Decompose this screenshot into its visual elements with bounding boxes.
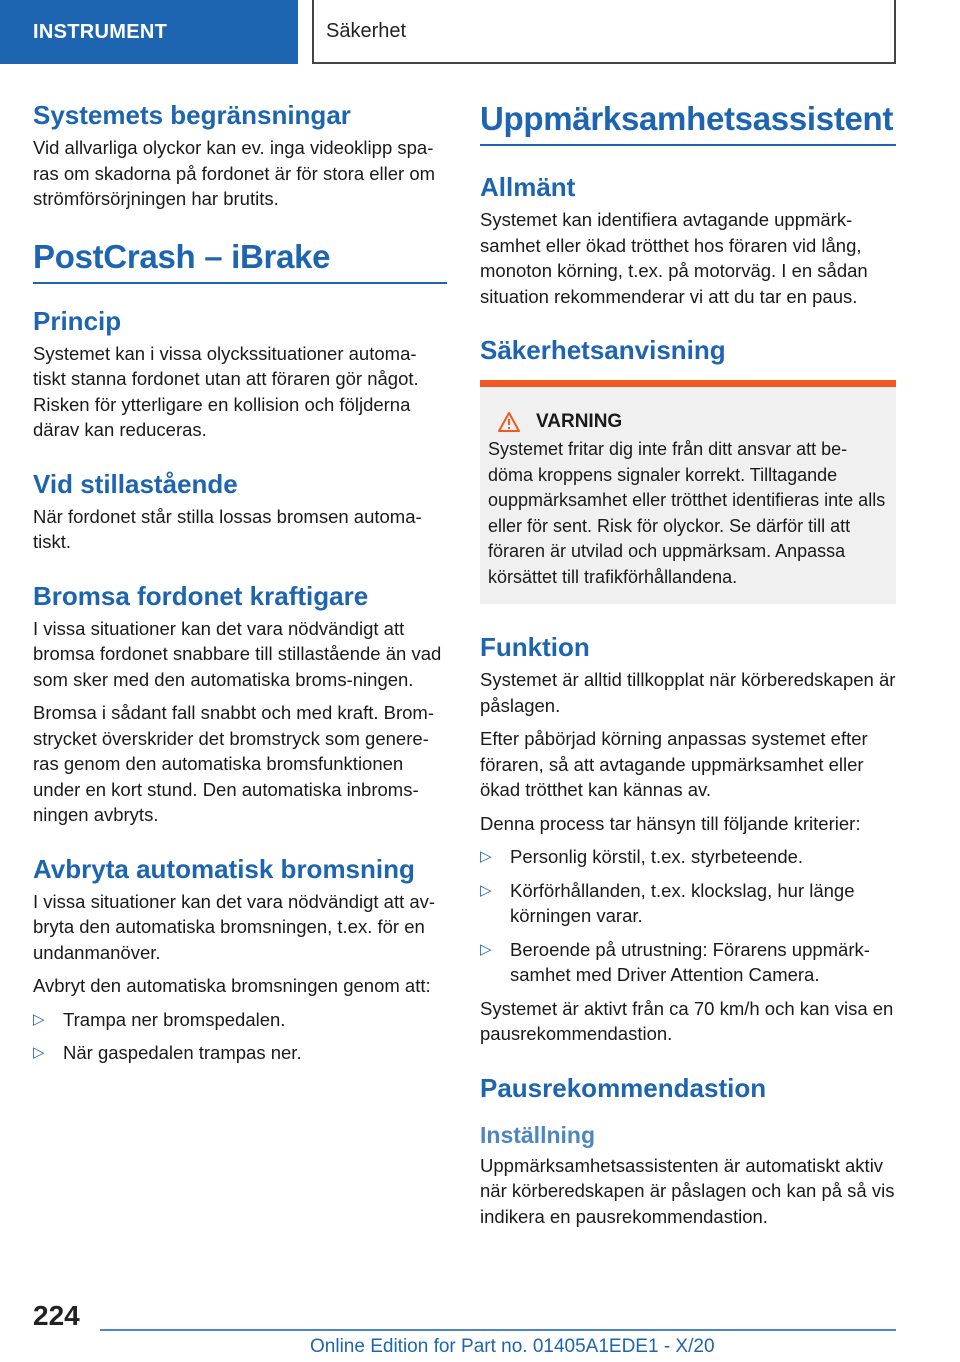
triangle-bullet-icon: ▷: [33, 1044, 45, 1061]
function-text-4: Systemet är aktivt från ca 70 km/h och kan visa en pausrekommendastion.: [480, 997, 894, 1044]
function-text-3: Denna process tar hänsyn till följande kriterier:: [480, 812, 861, 834]
standstill-text: När fordonet står stilla lossas bromsen automa-tiskt.: [33, 505, 422, 552]
section-title: Säkerhet: [312, 0, 896, 64]
setting-heading: Inställning: [480, 1121, 595, 1148]
brake-text-2: Bromsa i sådant fall snabbt och med kraft. Brom-strycket överskrider det bromstryck som genere-ras genom den automatiska bromsfunktionen under en kort stund. Den automatiska inbroms-ningen avbryts.: [33, 702, 435, 825]
safety-heading: Säkerhetsanvisning: [480, 335, 726, 365]
triangle-bullet-icon: ▷: [33, 1010, 45, 1028]
postcrash-title: PostCrash – iBrake: [33, 238, 447, 284]
warning-box: [480, 380, 896, 604]
footer-divider: [100, 1329, 896, 1331]
warning-triangle-icon: [498, 412, 520, 432]
abort-heading: Avbryta automatisk bromsning: [33, 853, 415, 884]
list-item: ▷ Trampa ner bromspedalen.: [33, 1007, 447, 1033]
general-heading: Allmänt: [480, 172, 576, 202]
triangle-bullet-icon: ▷: [480, 848, 492, 865]
setting-text: Uppmärksamhetsassistenten är automatiskt aktiv när körberedskapen är påslagen och kan på så vis indikera en pausrekommendastion.: [480, 1154, 895, 1227]
abort-list: [33, 1007, 447, 1066]
page-number: 224: [33, 1300, 80, 1331]
pause-heading: Pausrekommendastion: [480, 1072, 767, 1103]
left-column: [33, 100, 447, 1074]
triangle-bullet-icon: ▷: [480, 940, 492, 958]
criteria-list: [480, 844, 896, 988]
attention-assistant-title: Uppmärksamhetsassistent: [480, 100, 896, 146]
principle-heading: Princip: [33, 305, 122, 336]
function-text-2: Efter påbörjad körning anpassas systemet efter föraren, så att avtagande uppmärksamhet eller ökad trötthet kan kännas av.: [480, 728, 868, 800]
principle-text: Systemet kan i vissa olyckssituationer automa-tiskt stanna fordonet utan att föraren gör något. Risken för ytterligare en kollision och följderna därav kan reduceras.: [33, 342, 419, 440]
right-column: [480, 100, 896, 1237]
footer-edition: Online Edition for Part no. 01405A1EDE1 - X/20: [310, 1336, 715, 1357]
triangle-bullet-icon: ▷: [480, 881, 492, 899]
general-text: Systemet kan identifiera avtagande uppmärk-samhet eller ökad trötthet hos föraren vid lång, monoton körning, t.ex. på motorväg. I en sådan situation rekommenderar vi att du tar en paus.: [480, 209, 868, 307]
limits-heading: Systemets begränsningar: [33, 100, 351, 130]
limits-text: Vid allvarliga olyckor kan ev. inga videoklipp spa-ras om skadorna på fordonet är för stora eller om strömförsörjningen har brutits.: [33, 137, 436, 209]
standstill-heading: Vid stillastående: [33, 468, 238, 499]
function-heading: Funktion: [480, 632, 590, 662]
warning-text: Systemet fritar dig inte från ditt ansvar att be-döma kroppens signaler korrekt. Tilltagande ouppmärksamhet eller trötthet identifieras inte alls eller för sent. Risk för olyckor. Se därför till att föraren är utvilad och uppmärksam. Anpassa körsättet till trafikförhållandena.: [488, 439, 886, 587]
list-item: ▷ När gaspedalen trampas ner.: [33, 1040, 447, 1066]
brake-text-1: I vissa situationer kan det vara nödvändigt att bromsa fordonet snabbare till stillastående än vad som sker med den automatiska broms-ningen.: [33, 617, 442, 690]
list-item: ▷ Personlig körstil, t.ex. styrbeteende.: [480, 844, 896, 870]
warning-title: [498, 411, 888, 433]
list-item: ▷ Beroende på utrustning: Förarens uppmärk-samhet med Driver Attention Camera.: [480, 938, 870, 985]
abort-text-1: I vissa situationer kan det vara nödvändigt att av-bryta den automatiska bromsningen, t.ex. för en undanmanöver.: [33, 890, 436, 963]
chapter-tab[interactable]: INSTRUMENT: [0, 0, 298, 64]
function-text-1: Systemet är alltid tillkopplat när körberedskapen är påslagen.: [480, 669, 896, 716]
list-item: ▷ Körförhållanden, t.ex. klockslag, hur länge körningen varar.: [480, 879, 855, 926]
warning-label: VARNING: [536, 411, 623, 432]
abort-text-2: Avbryt den automatiska bromsningen genom att:: [33, 975, 431, 996]
brake-heading: Bromsa fordonet kraftigare: [33, 580, 369, 611]
